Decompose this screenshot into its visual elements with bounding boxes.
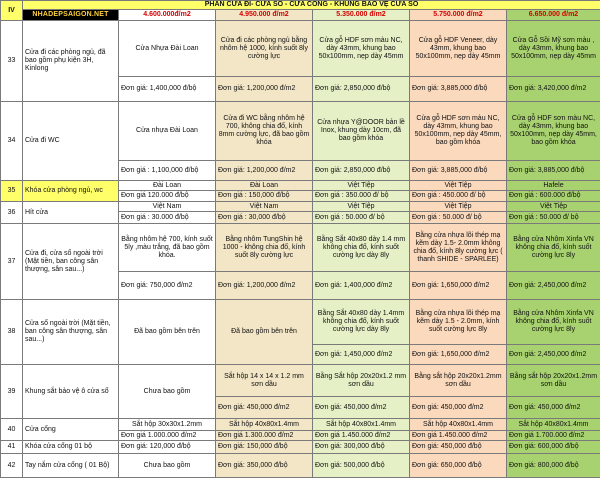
table-title: PHẦN CỬA ĐI- CỬA SỔ - CỬA CỔNG - KHUNG BẢO VỆ CỬA SỔ	[23, 1, 600, 10]
item-desc: Cửa Nhựa Đài Loan	[119, 21, 216, 77]
item-desc: Đài Loan	[119, 181, 216, 191]
item-price: Đơn giá : 450.000 đ/ bộ	[410, 191, 507, 202]
item-desc: Bằng cửa nhựa lõi thép mạ kẽm dày 1.5- 2.0mm không chia đố, kính 8ly cường lực ( thanh SHIDE - SPARLEE)	[410, 224, 507, 272]
item-desc: Sắt hộp 40x80x1.4mm	[507, 419, 600, 431]
item-price: Đơn giá: 1,400,000 đ/m2	[313, 272, 410, 300]
brand-logo: NHADEPSAIGON.NET	[23, 10, 119, 21]
item-price: Đơn giá: 1,200,000 đ/m2	[216, 272, 313, 300]
item-price: Đơn giá : 30,000 đ/bộ	[216, 212, 313, 224]
item-price: Đơn giá : 50.000 đ/ bộ	[313, 212, 410, 224]
item-price: Đơn giá 1.450.000 đ/m2	[313, 431, 410, 441]
item-desc: Hafele	[507, 181, 600, 191]
item-price: Đơn giá: 150,000 đ/bộ	[216, 441, 313, 454]
row-number: 33	[1, 21, 23, 102]
item-desc: Việt Tiệp	[313, 202, 410, 212]
item-price: Đơn giá : 150,000 đ/bộ	[216, 191, 313, 202]
item-name: Tay nắm cửa cổng ( 01 Bộ)	[23, 454, 119, 478]
item-desc: Bằng sắt hộp 20x20x1.2mm sơn dầu	[507, 365, 600, 397]
item-price: Đơn giá: 1,450,000 đ/m2	[313, 345, 410, 365]
item-desc: Bằng Sắt hộp 20x20x1.2 mm sơn dầu	[313, 365, 410, 397]
item-desc: Bằng cửa Nhôm Xinfa VN không chia đố, kính suốt cường lực 8ly	[507, 300, 600, 345]
item-desc: Cửa nhựa Y@DOOR bản lề Inox, khung dày 10cm, đã bao gồm khóa	[313, 102, 410, 161]
item-desc: Bằng nhôm TungShin hệ 1000 - không chia đố, kính suốt 8ly cường lực	[216, 224, 313, 272]
item-price: Đơn giá 1.300.000 đ/m2	[216, 431, 313, 441]
row-number: 42	[1, 454, 23, 478]
item-price: Đơn giá: 2,450,000 đ/m2	[507, 345, 600, 365]
item-desc: Việt Nam	[216, 202, 313, 212]
row-number: 34	[1, 102, 23, 181]
item-price: Đơn giá : 1,100,000 đ/bộ	[119, 161, 216, 181]
section-number: IV	[1, 1, 23, 21]
item-name: Cửa đi, cửa sổ ngoài trời (Mặt tiền, ban công sân thượng, sân sau...)	[23, 224, 119, 300]
item-price: Đơn giá: 1,400,000 đ/bộ	[119, 77, 216, 102]
item-desc: Sắt hộp 40x80x1.4mm	[410, 419, 507, 431]
item-name: Khóa cửa phòng ngủ, wc	[23, 181, 119, 202]
item-price: Đơn giá: 450,000 đ/m2	[313, 397, 410, 419]
item-price: Đơn giá: 450,000 đ/m2	[410, 397, 507, 419]
item-desc: Cửa gỗ HDF Veneer, dày 43mm, khung bao 50x100mm, nẹp dày 45mm	[410, 21, 507, 77]
item-price: Đơn giá: 1,200,000 đ/m2	[216, 161, 313, 181]
item-price: Đơn giá: 800,000 đ/bộ	[507, 454, 600, 478]
row-number: 38	[1, 300, 23, 365]
item-desc: Việt Tiệp	[410, 181, 507, 191]
item-desc: Cửa nhựa Đài Loan	[119, 102, 216, 161]
item-desc: Việt Tiệp	[507, 202, 600, 212]
item-name: Cửa đi WC	[23, 102, 119, 181]
price-header-3: 5.350.000 đ/m2	[313, 10, 410, 21]
item-desc: Đài Loan	[216, 181, 313, 191]
price-header-1: 4.600.000đ/m2	[119, 10, 216, 21]
item-desc: Việt Nam	[119, 202, 216, 212]
item-price: Đơn giá: 3,420,000 đ/m2	[507, 77, 600, 102]
item-desc: Cửa gỗ HDF sơn màu NC, dày 43mm, khung bao 50x100mm, nẹp dày 45mm, bao gồm khóa	[410, 102, 507, 161]
item-price: Đơn giá 1.450.000 đ/m2	[410, 431, 507, 441]
item-price: Đơn giá 1.700.000 đ/m2	[507, 431, 600, 441]
item-price: Đơn giá : 350.000 đ/ bộ	[313, 191, 410, 202]
item-name: Khóa cửa cổng 01 bộ	[23, 441, 119, 454]
item-desc: Cửa Gỗ Sồi Mỹ sơn màu , dày 43mm, khung bao 50x100mm, nẹp dày 45mm	[507, 21, 600, 77]
item-name: Cửa đi các phòng ngủ, đã bao gồm phụ kiện 3H, Kinlong	[23, 21, 119, 102]
item-desc: Cửa gỗ HDF sơn màu NC, dày 43mm, khung bao 50x100mm, nẹp dày 45mm, bao gồm khóa	[507, 102, 600, 161]
item-price: Chưa bao gồm	[119, 454, 216, 478]
item-name: Khung sắt bảo vệ ô cửa sổ	[23, 365, 119, 419]
item-price: Đơn giá: 3,885,000 đ/bộ	[410, 161, 507, 181]
row-number: 37	[1, 224, 23, 300]
item-price: Đơn giá: 600,000 đ/bộ	[507, 441, 600, 454]
item-desc: Bằng sắt hộp 20x20x1.2mm sơn dầu	[410, 365, 507, 397]
item-desc: Chưa bao gồm	[119, 365, 216, 419]
item-desc: Cửa đi WC bằng nhôm hệ 700, không chia đố, kính 8mm cường lực, đã bao gồm khóa	[216, 102, 313, 161]
item-price: Đơn giá: 450,000 đ/m2	[507, 397, 600, 419]
item-name: Cửa cổng	[23, 419, 119, 441]
price-header-2: 4.950.000 đ/m2	[216, 10, 313, 21]
row-number: 39	[1, 365, 23, 419]
item-desc: Việt Tiệp	[410, 202, 507, 212]
item-price: Đơn giá : 50.000 đ/ bộ	[410, 212, 507, 224]
item-desc: Sắt hộp 14 x 14 x 1.2 mm sơn dầu	[216, 365, 313, 397]
item-price: Đơn giá: 2,850,000 đ/bộ	[313, 77, 410, 102]
item-price: Đơn giá: 3,885,000 đ/bộ	[507, 161, 600, 181]
item-price: Đơn giá: 1,650,000 đ/m2	[410, 345, 507, 365]
item-price: Đơn giá: 1,200,000 đ/m2	[216, 77, 313, 102]
item-desc: Sắt hộp 40x80x1.4mm	[313, 419, 410, 431]
item-desc: Cửa đi các phòng ngủ bằng nhôm hệ 1000, kính suốt 8ly cường lực	[216, 21, 313, 77]
item-name: Cửa sổ ngoài trời (Mặt tiền, ban công sân thượng, sân sau...)	[23, 300, 119, 365]
item-price: Đơn giá: 650,000 đ/bộ	[410, 454, 507, 478]
item-price: Đơn giá: 300,000 đ/bộ	[313, 441, 410, 454]
item-price: Đơn giá: 350,000 đ/bộ	[216, 454, 313, 478]
item-price: Đơn giá: 120,000 đ/bộ	[119, 441, 216, 454]
item-price: Đơn giá: 2,850,000 đ/bộ	[313, 161, 410, 181]
row-number: 35	[1, 181, 23, 202]
item-price: Đơn giá: 500,000 đ/bộ	[313, 454, 410, 478]
price-header-5: 6.650.000 đ/m2	[507, 10, 600, 21]
item-desc: Đã bao gồm bên trên	[216, 300, 313, 365]
item-desc: Sắt hộp 30x30x1.2mm	[119, 419, 216, 431]
item-price: Đơn giá : 600.000 đ/bộ	[507, 191, 600, 202]
item-desc: Sắt hộp 40x80x1.4mm	[216, 419, 313, 431]
price-header-4: 5.750.000 đ/m2	[410, 10, 507, 21]
item-price: Đơn giá 1.000.000 đ/m2	[119, 431, 216, 441]
item-price: Đơn giá : 50.000 đ/ bộ	[507, 212, 600, 224]
item-price: Đơn giá: 450,000 đ/bộ	[410, 441, 507, 454]
item-desc: Cửa gỗ HDF sơn màu NC, dày 43mm, khung bao 50x100mm, nẹp dày 45mm	[313, 21, 410, 77]
item-price: Đơn giá: 1,650,000 đ/m2	[410, 272, 507, 300]
item-price: Đơn giá: 450,000 đ/m2	[216, 397, 313, 419]
row-number: 40	[1, 419, 23, 441]
item-price: Đơn giá: 2,450,000 đ/m2	[507, 272, 600, 300]
item-price: Đơn giá: 3,885,000 đ/bộ	[410, 77, 507, 102]
item-price: Đơn giá : 30.000 đ/bộ	[119, 212, 216, 224]
item-price: Đơn giá: 750,000 đ/m2	[119, 272, 216, 300]
row-number: 36	[1, 202, 23, 224]
row-number: 41	[1, 441, 23, 454]
item-price: Đơn giá 120.000 đ/bộ	[119, 191, 216, 202]
item-desc: Bằng cửa nhựa lõi thép mạ kẽm dày 1.5 - 2.0mm, kính suốt cường lực 8ly	[410, 300, 507, 345]
item-desc: Bằng Sắt 40x80 dày 1.4mm không chia đố, kính suốt cường lực dày 8ly	[313, 300, 410, 345]
item-desc: Bằng cửa Nhôm Xinfa VN không chia đố, kính suốt cường lực 8ly	[507, 224, 600, 272]
item-name: Hít cửa	[23, 202, 119, 224]
item-desc: Bằng nhôm hệ 700, kính suốt 5ly ,màu trắng, đã bao gồm khóa.	[119, 224, 216, 272]
item-desc: Việt Tiệp	[313, 181, 410, 191]
item-desc: Đã bao gồm bên trên	[119, 300, 216, 365]
item-desc: Bằng Sắt 40x80 dày 1.4 mm không chia đố, kính suốt cường lực dày 8ly	[313, 224, 410, 272]
